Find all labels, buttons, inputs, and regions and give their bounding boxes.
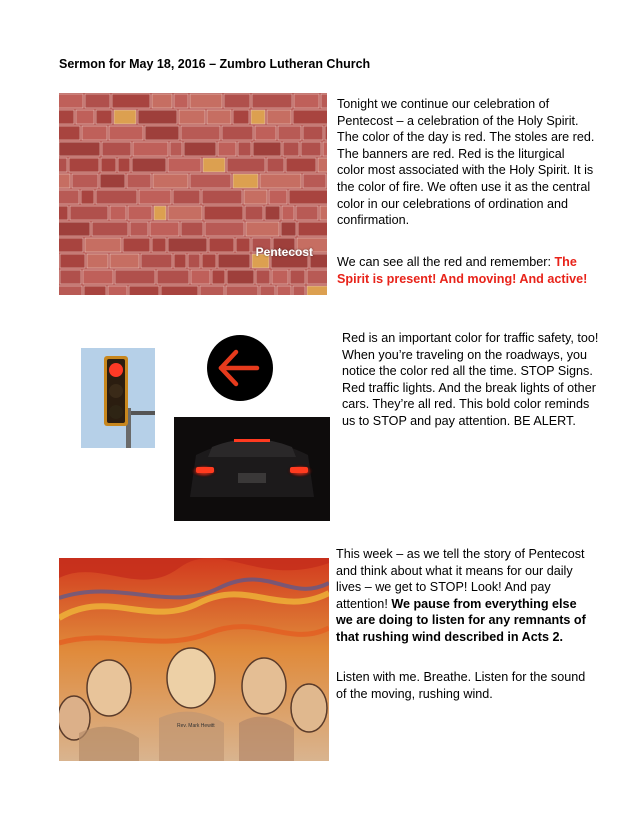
acts-emphasis: We pause from everything else we are doing to listen for any remnants of that rushing wind described in Acts 2. xyxy=(336,596,586,644)
section1-paragraph-2 xyxy=(337,254,595,287)
spirit-emphasis: The Spirit is present! And moving! And active! xyxy=(337,255,588,286)
traffic-light-image xyxy=(81,348,155,448)
pentecost-painting-image xyxy=(59,558,329,761)
section3-paragraph-1 xyxy=(336,546,596,646)
paragraph-intro: This week – as we tell the story of Pentecost and think about what it means for our daily lives – we get to STOP! Look! And pay attention! xyxy=(336,547,585,611)
left-arrow-icon xyxy=(207,335,273,401)
section2-paragraph: Red is an important color for traffic safety, too! When you’re traveling on the roadways, you notice the color red all the time. STOP Signs. Red traffic lights. And the break lights of other cars. They’re all red. This bold color reminds us to STOP and pay attention. BE ALERT. xyxy=(342,331,599,428)
pentecost-tiles-image xyxy=(59,93,327,295)
section3-paragraph-2: Listen with me. Breathe. Listen for the sound of the moving, rushing wind. xyxy=(336,670,586,701)
section1-paragraph-1: Tonight we continue our celebration of Pentecost – a celebration of the Holy Spirit. The color of the day is red. The stoles are red. The banners are red. Red is the liturgical color most associated with the Holy Spirit. It is the color of fire. We often use it as the central color in our celebrations of ordination and confirmation. xyxy=(337,97,595,228)
paragraph-intro: We can see all the red and remember: xyxy=(337,255,555,269)
traffic-light-icon xyxy=(81,348,155,448)
image-caption: Pentecost xyxy=(255,245,313,259)
car-brake-lights-image xyxy=(174,417,330,521)
image-credit: Rev. Mark Hewitt xyxy=(177,723,215,729)
document-title: Sermon for May 18, 2016 – Zumbro Lutheran Church xyxy=(59,57,371,71)
